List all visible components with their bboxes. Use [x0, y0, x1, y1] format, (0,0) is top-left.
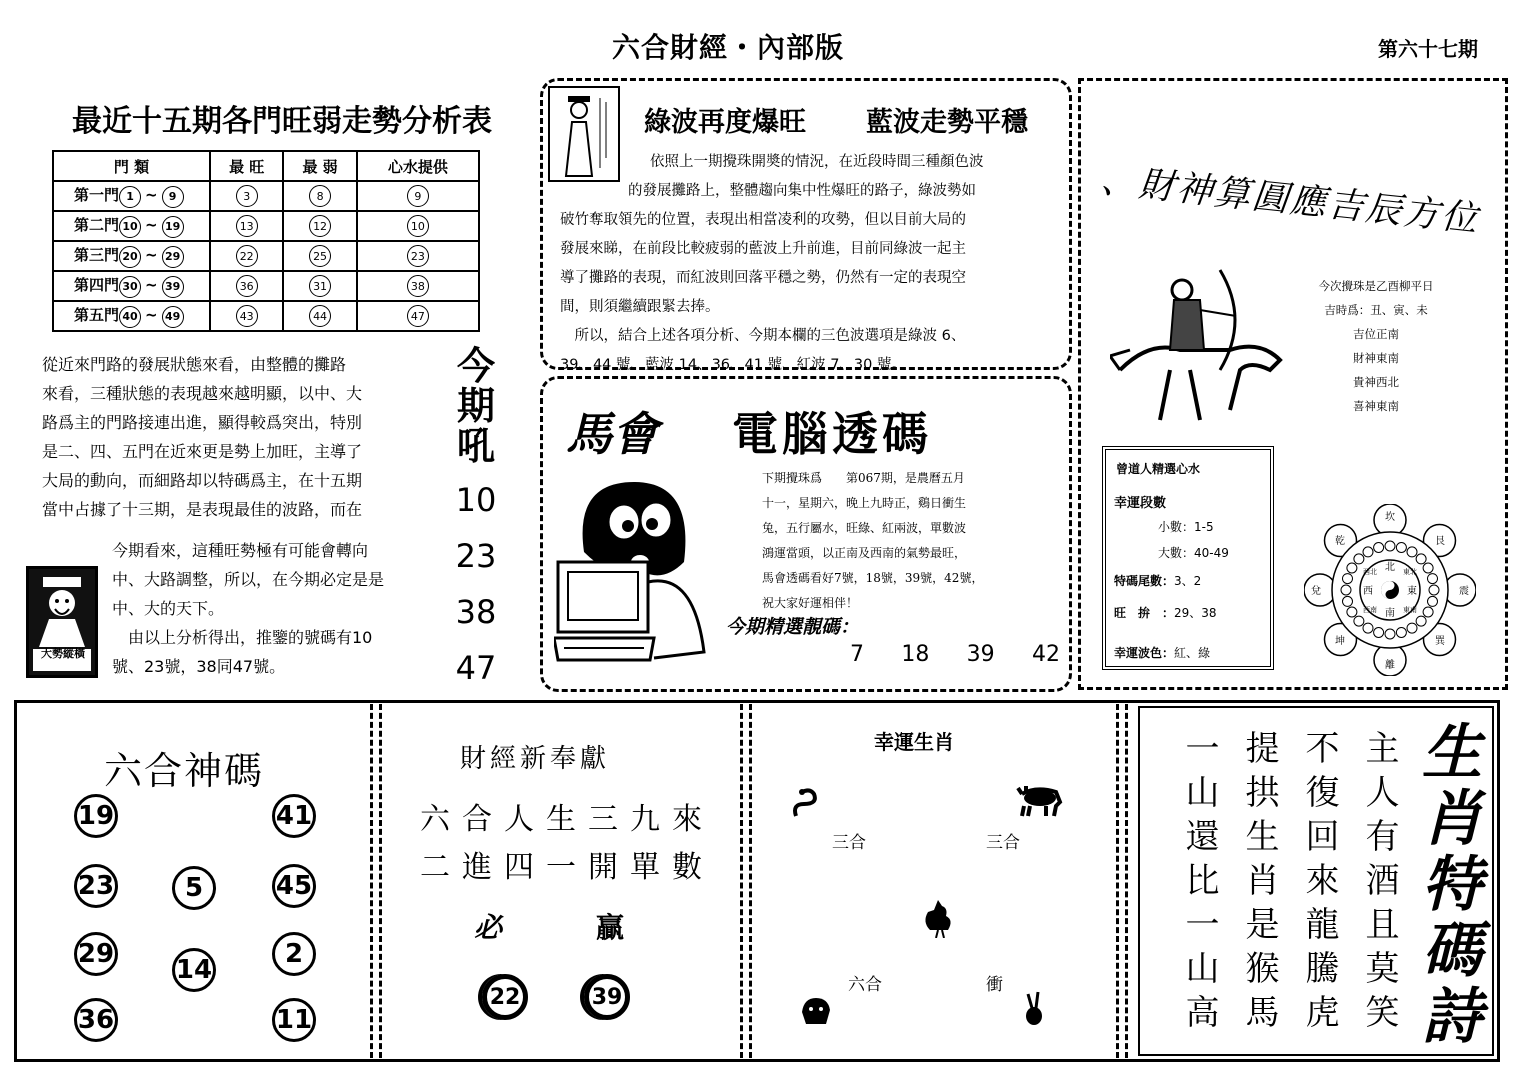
range-tilde: ~ [145, 246, 158, 265]
compass-dot [1416, 554, 1426, 564]
range-start: 10 [119, 216, 141, 238]
wave-title-blue: 藍波走勢平穩 [866, 107, 1028, 138]
compass-kan: 坎 [1385, 512, 1395, 523]
color-row [1114, 644, 1210, 661]
compass-dot [1347, 563, 1357, 573]
trend-paragraph-2 [112, 536, 432, 681]
pick-number: 18 [901, 642, 930, 667]
compass-ne: 東北 [1403, 568, 1417, 576]
number-ball: 2 [272, 932, 316, 976]
compass-xun: 巽 [1435, 636, 1445, 647]
trend-title: 最近十五期各門旺弱走勢分析表 [72, 104, 492, 139]
text-line: 中、大路調整，所以，在今期必定是是 [112, 570, 385, 589]
header-cell: 心水提供 [357, 151, 479, 181]
compass-dot [1416, 616, 1426, 626]
finance-line-2: 二進四一開單數 [420, 850, 714, 885]
number-circle-max: 22 [236, 245, 258, 267]
value-cell [357, 241, 479, 271]
range-start: 1 [119, 186, 141, 208]
text-line: 從近來門路的發展狀態來看，由整體的攤路 [42, 355, 347, 374]
door-cell [53, 181, 210, 211]
text-line: 來看，三種狀態的表現越來越明顯，以中、大 [42, 384, 363, 403]
table-header-row [53, 151, 479, 181]
compass-kun: 坤 [1335, 636, 1345, 647]
value-cell [210, 301, 283, 331]
number-circle-min: 8 [309, 185, 331, 207]
text-line: 貴神西北 [1353, 375, 1399, 389]
compass-south: 南 [1385, 608, 1395, 619]
text-line: 由以上分析得出，推鑒的號碼有10 [112, 628, 373, 647]
poem-col-1: 主人有酒且莫笑 [1359, 730, 1399, 1038]
number-circle-tip: 23 [407, 245, 429, 267]
range-end: 19 [162, 216, 184, 238]
door-cell [53, 301, 210, 331]
stamp-label: 大勢縱橫 [41, 647, 85, 660]
number-circle-min: 44 [309, 305, 331, 327]
compass-dot [1341, 585, 1351, 595]
luck-title: 幸運段數 [1114, 496, 1167, 511]
compass-dot [1354, 554, 1364, 564]
compass-dui: 兌 [1311, 586, 1321, 597]
compass-dot [1396, 542, 1406, 552]
door-cell [53, 241, 210, 271]
computer-text [762, 466, 1062, 616]
number-ball: 5 [172, 866, 216, 910]
compass-dot [1407, 547, 1417, 557]
range-tilde: ~ [145, 186, 158, 205]
deity-stamp [26, 566, 98, 678]
number-ball: 14 [172, 948, 216, 992]
value-cell [210, 241, 283, 271]
fortune-info [1296, 274, 1456, 418]
poem-col-3: 提拱生肖是猴馬 [1239, 730, 1279, 1038]
compass-gen: 艮 [1435, 536, 1445, 547]
value-cell [357, 211, 479, 241]
value-cell [283, 271, 356, 301]
text-line: 39、44 號、藍波 14、36、41 號、紅波 7、30 號。 [560, 357, 906, 373]
compass-north: 北 [1385, 562, 1395, 573]
number-circle-tip: 9 [407, 185, 429, 207]
number-ball: 41 [272, 794, 316, 838]
number-ball: 45 [272, 864, 316, 908]
compass-dot [1385, 541, 1395, 551]
shout-number: 47 [455, 649, 497, 687]
hot-row [1114, 604, 1217, 621]
number-circle-max: 36 [236, 275, 258, 297]
text-line: 吉位正南 [1353, 327, 1399, 341]
table-row [53, 241, 479, 271]
poem-column [1296, 730, 1341, 1038]
number-circle-tip: 38 [407, 275, 429, 297]
text-line: 是二、四、五門在近來更是勢上加旺，主導了 [42, 442, 363, 461]
value-cell [283, 241, 356, 271]
cartoon-computer [554, 462, 724, 672]
text-line: 大局的動向，而細路却以特碼爲主，在十五期 [42, 471, 363, 490]
header-cell: 最 旺 [210, 151, 283, 181]
poem-column [1176, 730, 1221, 1038]
color-label: 幸運波色： [1114, 646, 1175, 660]
pick-number: 42 [1031, 642, 1060, 667]
trend-paragraph-1 [42, 350, 432, 524]
text-line: 喜神東南 [1353, 399, 1399, 413]
poem-title-text: 生肖特碼詩 [1412, 720, 1482, 1050]
shout-numbers [448, 472, 504, 696]
number-ball: 36 [74, 998, 118, 1042]
range-start: 20 [119, 246, 141, 268]
table-row [53, 301, 479, 331]
poem-col-4: 一山還比一山高 [1179, 730, 1219, 1038]
compass-dot [1342, 596, 1352, 606]
pick-number: 7 [850, 642, 864, 667]
value-cell [283, 181, 356, 211]
compass-dot [1374, 628, 1384, 638]
number-circle-max: 3 [236, 185, 258, 207]
text-line: 吉時爲：丑、寅、未 [1324, 303, 1428, 317]
header-title: 六合財經・內部版 [612, 31, 845, 64]
table-row [53, 211, 479, 241]
compass-dot [1396, 628, 1406, 638]
computer-title-2: 電腦透碼 [732, 407, 932, 461]
big-label: 大數： [1158, 546, 1195, 560]
lucky-title: 幸運生肖 [874, 730, 954, 754]
ox-icon [1016, 780, 1064, 820]
luck-box [1102, 446, 1274, 670]
compass-sw: 西南 [1363, 606, 1377, 614]
compass-dot [1423, 607, 1433, 617]
text-line: 鴻運當頭，以正南及西南的氣勢最旺， [762, 546, 967, 560]
luck-box-title: 曾道人精選心水 [1116, 462, 1201, 476]
wave-text [560, 148, 1060, 380]
compass-east: 東 [1407, 586, 1417, 597]
wave-title-green: 綠波再度爆旺 [644, 107, 806, 138]
range-tilde: ~ [145, 276, 158, 295]
range-start: 40 [119, 306, 141, 328]
number-circle-max: 43 [236, 305, 258, 327]
number-circle-max: 13 [236, 215, 258, 237]
door-label: 第五門 [74, 306, 120, 325]
range-tilde: ~ [145, 306, 158, 325]
compass-dot [1423, 563, 1433, 573]
tail-label: 特碼尾數： [1114, 574, 1175, 588]
sanhe-label-1: 三合 [832, 833, 866, 853]
small-range [1158, 518, 1214, 535]
shout-title [448, 346, 504, 466]
table-row [53, 271, 479, 301]
shout-number: 38 [455, 593, 497, 631]
compass-dot [1407, 623, 1417, 633]
computer-title-1: 馬會 [566, 407, 658, 461]
range-end: 29 [162, 246, 184, 268]
text-line: 中、大的天下。 [112, 599, 225, 618]
hot-value: 29、38 [1174, 606, 1217, 620]
value-cell [357, 301, 479, 331]
value-cell [210, 211, 283, 241]
poem-title [1412, 720, 1484, 1054]
shout-number: 10 [455, 481, 497, 519]
pick-number: 39 [966, 642, 995, 667]
compass-se: 東南 [1403, 606, 1417, 614]
trend-table [52, 150, 480, 332]
hot-label: 旺 拚 ： [1114, 606, 1175, 620]
fortune-calligraphy: 、財神算圓應吉辰方位 [1098, 159, 1482, 241]
text-line: 間，則須繼續跟緊去捧。 [560, 299, 720, 315]
number-circle-tip: 10 [407, 215, 429, 237]
value-cell [357, 181, 479, 211]
shout-number: 23 [455, 537, 497, 575]
compass-dot [1363, 547, 1373, 557]
range-end: 49 [162, 306, 184, 328]
small-label: 小數： [1158, 520, 1195, 534]
color-value: 紅、綠 [1174, 646, 1211, 660]
text-line: 十一，星期六，晚上九時正，鷄日衝生 [762, 496, 967, 510]
value-cell [210, 181, 283, 211]
snake-icon [790, 786, 830, 822]
win-char-1: 必 [474, 911, 503, 944]
compass-dot [1354, 616, 1364, 626]
compass-dot [1374, 542, 1384, 552]
poem-column [1356, 730, 1401, 1038]
sacred-title: 六合神碼 [104, 749, 265, 793]
range-end: 9 [162, 186, 184, 208]
compass-li: 離 [1385, 660, 1395, 671]
compass-diagram [1304, 504, 1476, 676]
text-line: 今次攪珠是乙酉柳平日 [1318, 279, 1434, 293]
win-char-2: 贏 [596, 911, 625, 944]
poem-col-2: 不復回來龍騰虎 [1299, 730, 1339, 1038]
liuhe-label: 六合 [848, 975, 882, 995]
number-ball: 11 [272, 998, 316, 1042]
compass-dot [1347, 607, 1357, 617]
compass-dot [1429, 585, 1439, 595]
door-label: 第二門 [74, 216, 120, 235]
tiger-icon [798, 992, 834, 1030]
number-circle-min: 31 [309, 275, 331, 297]
text-line: 當中占據了十三期，是表現最佳的波路，而在 [42, 500, 363, 519]
picks-row [850, 642, 1060, 667]
compass-dot [1363, 623, 1373, 633]
compass-nw: 西北 [1363, 568, 1377, 576]
text-line: 導了攤路的表現，而紅波則回落平穩之勢，仍然有一定的表現空 [560, 270, 966, 286]
divider [1116, 704, 1128, 1058]
tail-value: 3、2 [1174, 574, 1202, 588]
door-cell [53, 211, 210, 241]
number-circle-tip: 47 [407, 305, 429, 327]
text-line: 號、23號，38同47號。 [112, 657, 286, 676]
text-line: 依照上一期攪珠開奬的情況，在近段時間三種顏色波 [650, 154, 984, 170]
text-line: 財神東南 [1353, 351, 1399, 365]
text-line: 今期看來，這種旺勢極有可能會轉向 [112, 541, 369, 560]
win-ball: 39 [584, 974, 630, 1020]
text-line: 馬會透碼看好7號，18號，39號，42號， [762, 571, 984, 585]
small-value: 1-5 [1194, 520, 1214, 534]
text-line: 祝大家好運相伴！ [762, 596, 859, 610]
text-line: 破竹奪取領先的位置，表現出相當凌利的攻勢，但以目前大局的 [560, 212, 966, 228]
big-value: 40-49 [1194, 546, 1229, 560]
finance-title: 財經新奉獻 [460, 744, 611, 774]
value-cell [283, 301, 356, 331]
shout-title-text: 今期吼 [456, 344, 495, 468]
text-line: 下期攪珠爲 第067期，是農曆五月 [762, 471, 965, 485]
header-cell: 最 弱 [283, 151, 356, 181]
compass-dot [1428, 574, 1438, 584]
win-ball: 22 [482, 974, 528, 1020]
compass-qian: 乾 [1335, 536, 1345, 547]
compass-dot [1385, 629, 1395, 639]
archer-horse-icon [1110, 260, 1290, 430]
tail-row [1114, 572, 1201, 589]
rabbit-icon [1018, 990, 1048, 1030]
door-cell [53, 271, 210, 301]
compass-dot [1342, 574, 1352, 584]
text-line: 的發展攤路上，整體趨向集中性爆旺的路子，綠波勢如 [628, 183, 976, 199]
cartoon-girl-icon [554, 462, 724, 672]
finance-line-1: 六合人生三九來 [420, 802, 714, 837]
compass-west: 西 [1363, 586, 1373, 597]
number-ball: 23 [74, 864, 118, 908]
divider [370, 704, 382, 1058]
rooster-icon [914, 896, 958, 938]
big-range [1158, 544, 1229, 561]
chong-label: 衝 [986, 975, 1003, 995]
header-cell: 門 類 [53, 151, 210, 181]
number-circle-min: 12 [309, 215, 331, 237]
door-label: 第一門 [74, 186, 120, 205]
number-ball: 29 [74, 932, 118, 976]
archer-picture [1110, 260, 1290, 430]
range-end: 39 [162, 276, 184, 298]
text-line: 發展來睇，在前段比較疲弱的藍波上升前進，目前同綠波一起主 [560, 241, 966, 257]
compass-zhen: 震 [1459, 586, 1469, 597]
text-line: 兔，五行屬水，旺綠、紅兩波，單數波 [762, 521, 967, 535]
number-circle-min: 25 [309, 245, 331, 267]
value-cell [283, 211, 356, 241]
picks-label: 今期精選靚碼： [726, 616, 860, 638]
poem-column [1236, 730, 1281, 1038]
value-cell [210, 271, 283, 301]
text-line: 所以，結合上述各項分析、今期本欄的三色波選項是綠波 6、 [560, 328, 966, 344]
table-row [53, 181, 479, 211]
sanhe-label-2: 三合 [986, 833, 1020, 853]
range-tilde: ~ [145, 216, 158, 235]
number-ball: 19 [74, 794, 118, 838]
value-cell [357, 271, 479, 301]
divider [740, 704, 752, 1058]
issue-number: 第六十七期 [1378, 37, 1478, 61]
text-line: 路爲主的門路接連出進，顯得較爲突出，特別 [42, 413, 363, 432]
door-label: 第四門 [74, 276, 120, 295]
door-label: 第三門 [74, 246, 120, 265]
range-start: 30 [119, 276, 141, 298]
compass-dot [1428, 596, 1438, 606]
